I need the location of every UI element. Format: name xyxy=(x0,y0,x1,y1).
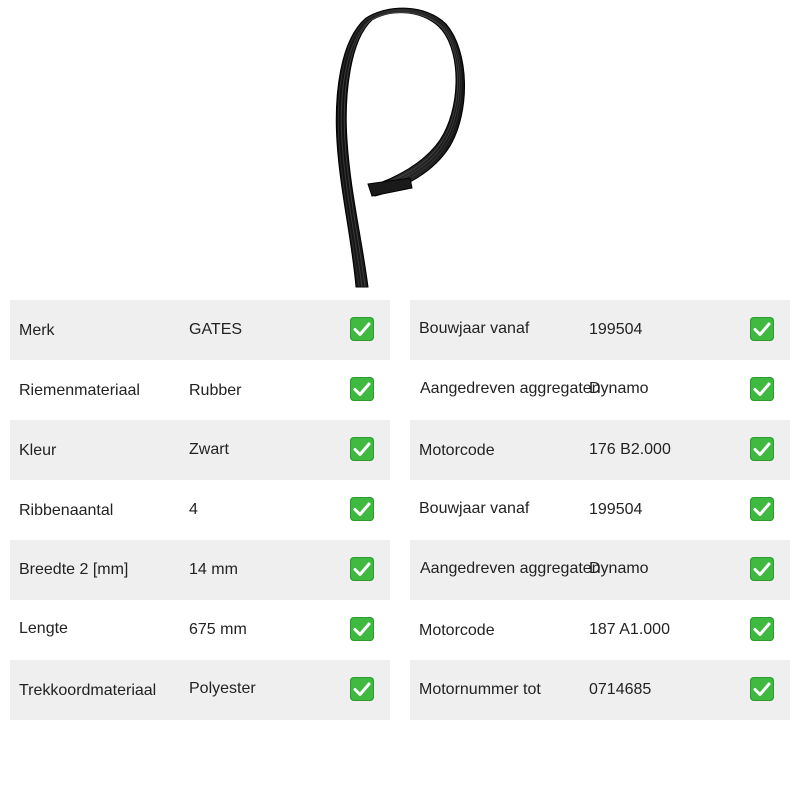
spec-row xyxy=(410,540,790,600)
spec-label: Lengte xyxy=(19,620,68,637)
spec-value: 675 mm xyxy=(189,621,247,638)
spec-value: Dynamo xyxy=(589,560,649,577)
check-mark-icon xyxy=(750,377,774,401)
spec-value: Zwart xyxy=(189,441,229,458)
spec-value: Dynamo xyxy=(589,380,649,397)
check-mark-icon xyxy=(750,497,774,521)
spec-label: Kleur xyxy=(19,442,57,459)
check-mark-icon xyxy=(350,677,374,701)
spec-table-right xyxy=(410,300,790,720)
spec-row xyxy=(410,600,790,660)
check-mark-icon xyxy=(350,557,374,581)
spec-label: Merk xyxy=(19,322,55,339)
spec-value: 199504 xyxy=(589,501,643,518)
spec-value: Polyester xyxy=(189,680,256,697)
spec-row xyxy=(10,360,390,420)
check-mark-icon xyxy=(750,557,774,581)
spec-label: Bouwjaar vanaf xyxy=(419,320,530,337)
spec-table-left xyxy=(10,300,390,720)
spec-value: 0714685 xyxy=(589,681,652,698)
spec-row xyxy=(10,300,390,360)
spec-row xyxy=(10,600,390,660)
spec-label: Trekkoordmateriaal xyxy=(19,682,157,699)
spec-value: 199504 xyxy=(589,321,643,338)
spec-label: Riemenmateriaal xyxy=(19,382,140,399)
spec-row xyxy=(10,480,390,540)
spec-row xyxy=(410,300,790,360)
check-mark-icon xyxy=(350,377,374,401)
spec-row xyxy=(410,420,790,480)
check-mark-icon xyxy=(350,437,374,461)
spec-row xyxy=(10,660,390,720)
spec-label: Ribbenaantal xyxy=(19,502,114,519)
spec-value: 14 mm xyxy=(189,561,238,578)
spec-label: Motornummer tot xyxy=(419,681,541,698)
spec-value: 176 B2.000 xyxy=(589,441,671,458)
check-mark-icon xyxy=(750,317,774,341)
check-mark-icon xyxy=(750,677,774,701)
check-mark-icon xyxy=(350,617,374,641)
spec-label: Motorcode xyxy=(419,442,495,459)
spec-label: Breedte 2 [mm] xyxy=(19,561,129,578)
spec-label: Bouwjaar vanaf xyxy=(419,500,530,517)
spec-row xyxy=(410,360,790,420)
spec-value: GATES xyxy=(189,321,243,338)
v-ribbed-belt-image xyxy=(0,0,800,290)
spec-value: Rubber xyxy=(189,382,242,399)
spec-value: 187 A1.000 xyxy=(589,621,670,638)
spec-value: 4 xyxy=(189,501,198,518)
spec-label: Aangedreven aggregaten xyxy=(420,560,601,577)
spec-row xyxy=(10,540,390,600)
check-mark-icon xyxy=(750,437,774,461)
spec-label: Aangedreven aggregaten xyxy=(420,380,601,397)
check-mark-icon xyxy=(350,497,374,521)
product-image xyxy=(0,0,800,290)
spec-row xyxy=(410,480,790,540)
spec-label: Motorcode xyxy=(419,622,495,639)
check-mark-icon xyxy=(350,317,374,341)
check-mark-icon xyxy=(750,617,774,641)
spec-row xyxy=(10,420,390,480)
spec-row xyxy=(410,660,790,720)
